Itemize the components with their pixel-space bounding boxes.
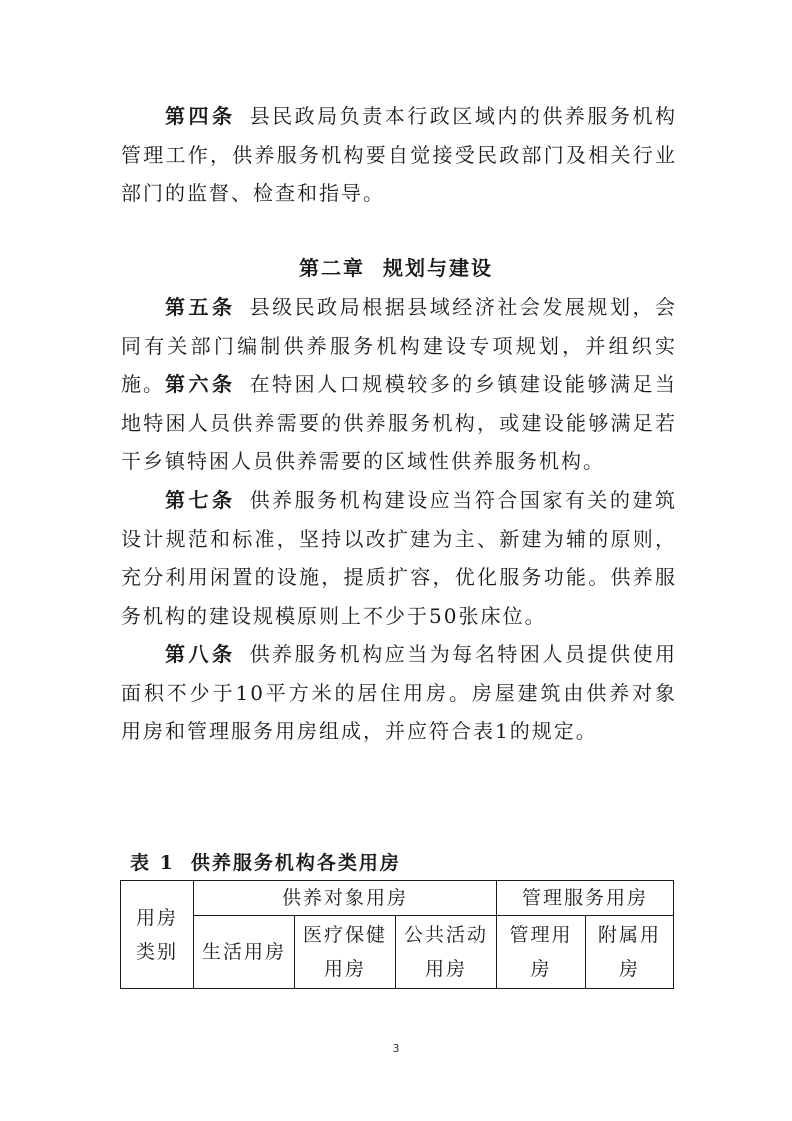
chapter-title: 规划与建设	[383, 256, 493, 280]
article-4	[121, 97, 677, 213]
table-number: 表 1	[130, 852, 175, 874]
chapter-heading	[0, 252, 792, 281]
table-row	[121, 916, 674, 989]
article-label: 第四条	[165, 104, 236, 128]
article-7	[121, 481, 677, 635]
article-text: 县民政局负责本行政区域内的供养服务机构管理工作，供养服务机构要自觉接受民政部门及相关行业部门的监督、检查和指导。	[121, 104, 678, 205]
group-supply-cell: 供养对象用房	[194, 881, 497, 916]
room-types-table	[120, 880, 674, 989]
sub-medical-cell	[295, 916, 396, 989]
page-number: 3	[392, 1042, 400, 1055]
sub-auxiliary-cell	[586, 916, 674, 989]
table-row	[121, 881, 674, 916]
article-8	[121, 635, 677, 751]
article-text: 供养服务机构应当为每名特困人员提供使用面积不少于10平方米的居住用房。房屋建筑由供养对象用房和管理服务用房组成，并应符合表1的规定。	[121, 642, 678, 743]
table-caption	[130, 848, 401, 875]
row-header-cell	[121, 881, 194, 989]
article-6	[121, 365, 677, 481]
sub-living-cell: 生活用房	[194, 916, 295, 989]
article-label: 第六条	[165, 372, 236, 396]
sub-medical-label: 医疗保健用房	[302, 924, 387, 980]
sub-public-cell	[396, 916, 497, 989]
chapter-number: 第二章	[299, 256, 365, 280]
article-text: 县级民政局根据县域经济社会发展规划，会同有关部门编制供养服务机构建设专项规划，并组织实施。	[121, 295, 678, 396]
sub-public-label: 公共活动用房	[403, 924, 488, 980]
sub-auxiliary-label: 附属用房	[597, 924, 661, 980]
group-management-cell: 管理服务用房	[497, 881, 674, 916]
table-title: 供养服务机构各类用房	[190, 852, 401, 874]
article-text: 供养服务机构建设应当符合国家有关的建筑设计规范和标准，坚持以改扩建为主、新建为辅的原则，充分利用闲置的设施，提质扩容，优化服务功能。供养服务机构的建设规模原则上不少于50张床位。	[121, 488, 678, 628]
article-label: 第七条	[165, 488, 236, 512]
sub-admin-cell	[497, 916, 586, 989]
sub-admin-label: 管理用房	[509, 924, 573, 980]
article-label: 第五条	[165, 295, 236, 319]
article-text: 在特困人口规模较多的乡镇建设能够满足当地特困人员供养需要的供养服务机构，或建设能够满足若干乡镇特困人员供养需要的区域性供养服务机构。	[121, 372, 678, 473]
row-header-label: 用房类别	[135, 906, 178, 963]
article-label: 第八条	[165, 642, 236, 666]
